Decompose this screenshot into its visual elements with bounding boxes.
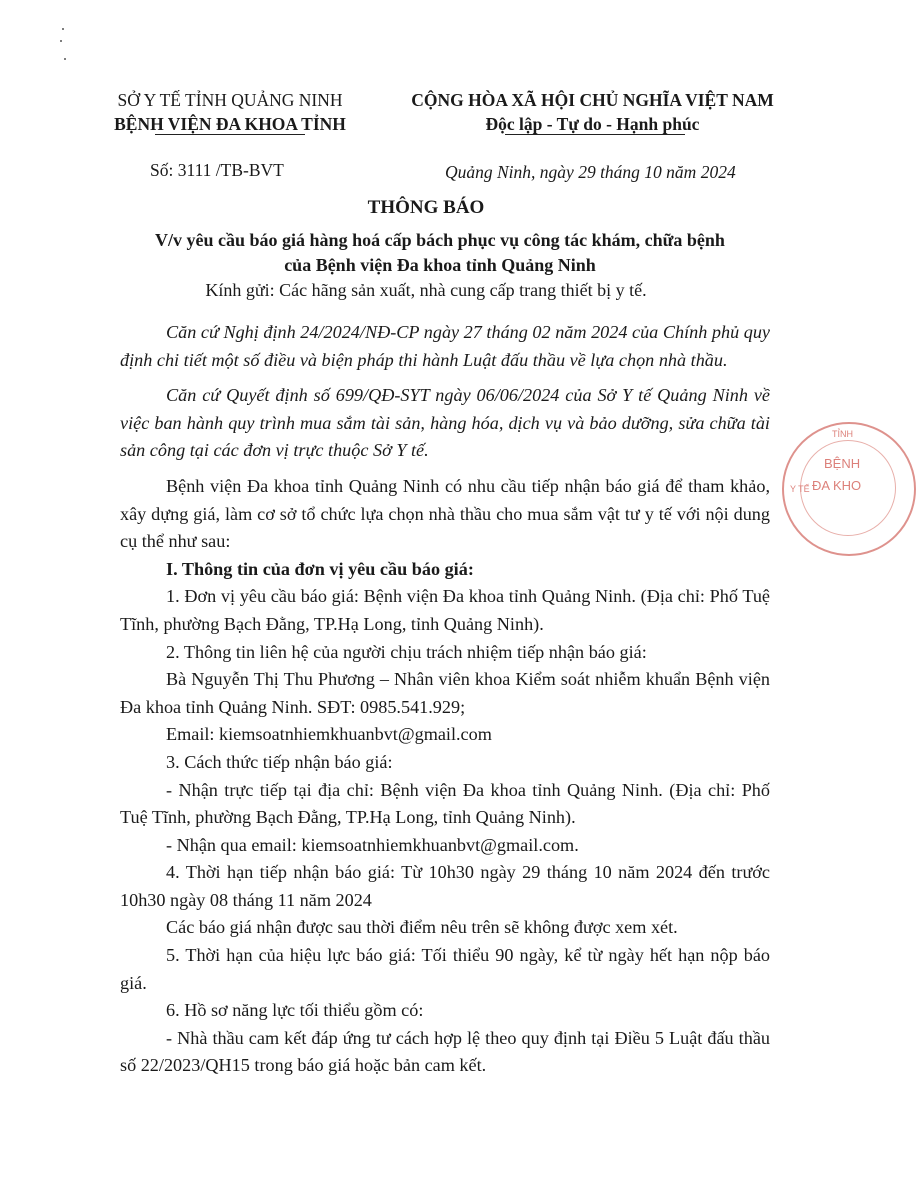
document-subject — [120, 228, 760, 278]
issuer-org: BỆNH VIỆN ĐA KHOA TỈNH — [114, 114, 346, 134]
item-1: 1. Đơn vị yêu cầu báo giá: Bệnh viện Đa khoa tỉnh Quảng Ninh. (Địa chỉ: Phố Tuệ Tĩnh, phường Bạch Đằng, TP.Hạ Long, tỉnh Quảng Ninh). — [120, 586, 770, 634]
recipients-line: Kính gửi: Các hãng sản xuất, nhà cung cấp trang thiết bị y tế. — [205, 280, 647, 300]
section-heading-1: I. Thông tin của đơn vị yêu cầu báo giá: — [166, 558, 474, 579]
item-4-note: Các báo giá nhận được sau thời điểm nêu trên sẽ không được xem xét. — [166, 917, 678, 938]
motto-underline — [505, 134, 685, 135]
item-4: 4. Thời hạn tiếp nhận báo giá: Từ 10h30 ngày 29 tháng 10 năm 2024 đến trước 10h30 ngày 08 tháng 11 năm 2024 — [120, 862, 770, 910]
document-date: Quảng Ninh, ngày 29 tháng 10 năm 2024 — [445, 162, 736, 182]
item-2: 2. Thông tin liên hệ của người chịu trách nhiệm tiếp nhận báo giá: — [166, 641, 647, 662]
document-body — [120, 319, 770, 1080]
legal-basis-2: Căn cứ Quyết định số 699/QĐ-SYT ngày 06/06/2024 của Sở Y tế Quảng Ninh về việc ban hành quy trình mua sắm tài sản, hàng hóa, dịch vụ và bảo dưỡng, sửa chữa tài sản công tại các đơn vị trực thuộc Sở Y tế. — [120, 385, 770, 461]
item-6: 6. Hồ sơ năng lực tối thiểu gồm có: — [166, 1000, 424, 1021]
issuer-parent-org: SỞ Y TẾ TỈNH QUẢNG NINH — [117, 90, 343, 110]
national-name: CỘNG HÒA XÃ HỘI CHỦ NGHĨA VIỆT NAM — [411, 90, 774, 110]
national-motto: Độc lập - Tự do - Hạnh phúc — [485, 114, 700, 134]
item-3: 3. Cách thức tiếp nhận báo giá: — [166, 751, 393, 772]
subject-line-2: của Bệnh viện Đa khoa tỉnh Quảng Ninh — [284, 255, 596, 275]
issuer-header — [80, 88, 380, 136]
item-3-direct: - Nhận trực tiếp tại địa chỉ: Bệnh viện Đa khoa tỉnh Quảng Ninh. (Địa chỉ: Phố Tuệ Tĩnh, phường Bạch Đằng, TP.Hạ Long, tỉnh Quảng Ninh). — [120, 779, 770, 828]
item-2-email: Email: kiemsoatnhiemkhuanbvt@gmail.com — [166, 724, 492, 745]
item-2-contact: Bà Nguyễn Thị Thu Phương – Nhân viên khoa Kiểm soát nhiễm khuẩn Bệnh viện Đa khoa tỉnh Quảng Ninh. SĐT: 0985.541.929; — [120, 669, 770, 717]
scan-specks — [58, 28, 68, 68]
hospital-seal-stamp: TỈNH BỆNH ĐA KHO Y TẾ — [782, 422, 916, 556]
legal-basis-1: Căn cứ Nghị định 24/2024/NĐ-CP ngày 27 tháng 02 năm 2024 của Chính phủ quy định chi tiết một số điều và biện pháp thi hành Luật đấu thầu về lựa chọn nhà thầu. — [120, 322, 770, 370]
subject-line-1: V/v yêu cầu báo giá hàng hoá cấp bách phục vụ công tác khám, chữa bệnh — [155, 230, 725, 250]
document-number: Số: 3111 /TB-BVT — [150, 160, 284, 180]
document-title: THÔNG BÁO — [367, 197, 485, 218]
intro-paragraph: Bệnh viện Đa khoa tỉnh Quảng Ninh có nhu cầu tiếp nhận báo giá để tham khảo, xây dựng giá, làm cơ sở tổ chức lựa chọn nhà thầu cho mua sắm vật tư y tế với nội dung cụ thể như sau: — [120, 475, 770, 552]
issuer-underline — [155, 134, 305, 135]
item-3-email: - Nhận qua email: kiemsoatnhiemkhuanbvt@gmail.com. — [166, 834, 579, 855]
item-5: 5. Thời hạn của hiệu lực báo giá: Tối thiểu 90 ngày, kể từ ngày hết hạn nộp báo giá. — [120, 945, 770, 993]
national-motto-header — [385, 88, 800, 136]
item-6-a: - Nhà thầu cam kết đáp ứng tư cách hợp lệ theo quy định tại Điều 5 Luật đấu thầu số 22/2023/QH15 trong báo giá hoặc bản cam kết. — [120, 1027, 770, 1076]
